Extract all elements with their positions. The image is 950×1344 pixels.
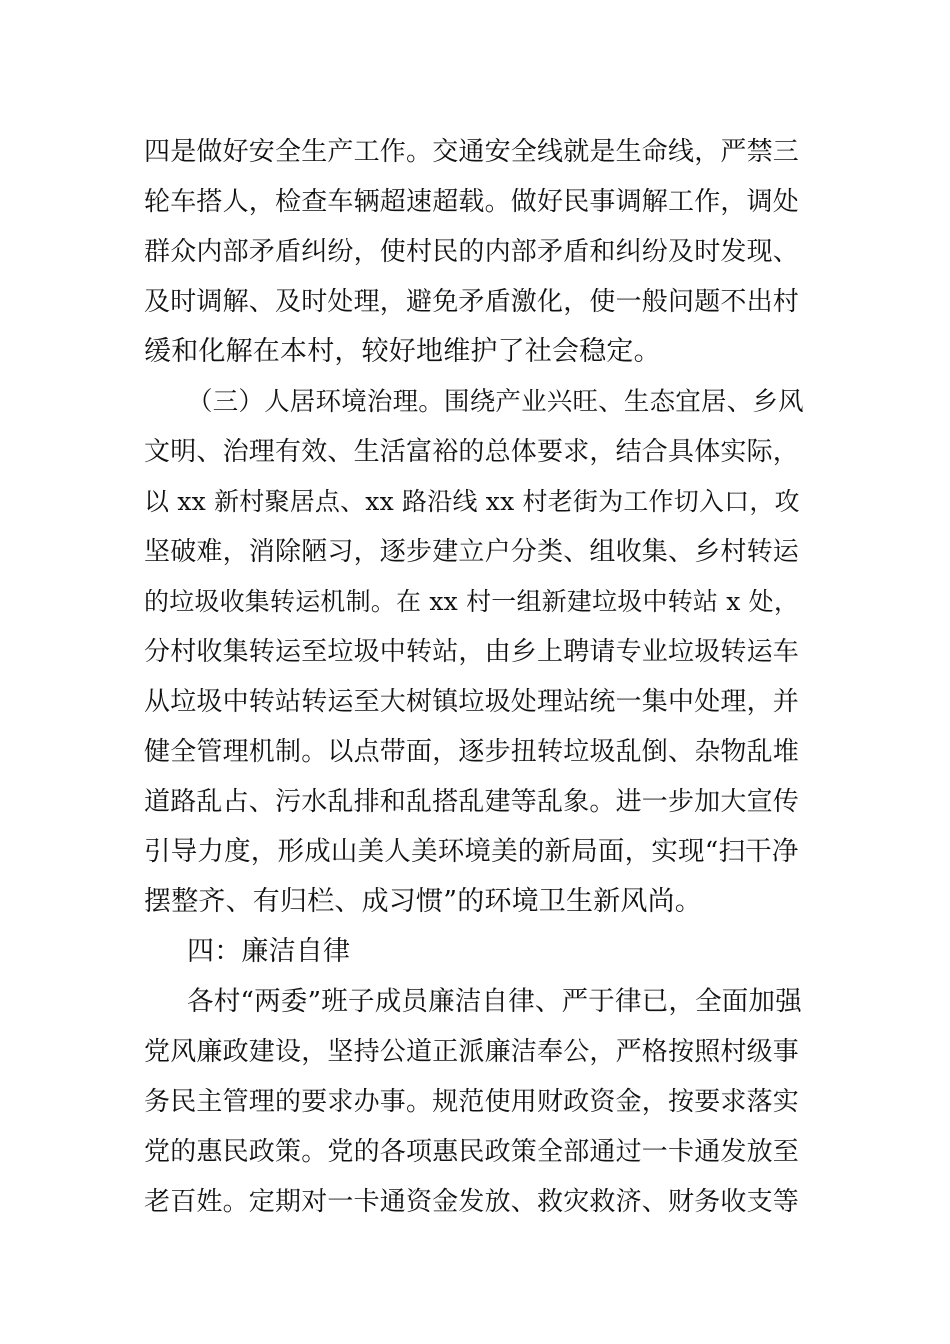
text-line: 引导力度，形成山美人美环境美的新局面，实现“扫干净: [144, 836, 799, 867]
text-line: 群众内部矛盾纠纷，使村民的内部矛盾和纠纷及时发现、: [144, 237, 800, 267]
text-line: 老百姓。定期对一卡通资金发放、救灾救济、财务收支等: [144, 1187, 800, 1217]
text-line: 轮车搭人，检查车辆超速超载。做好民事调解工作，调处: [144, 187, 800, 217]
text-line: 及时调解、及时处理，避免矛盾激化，使一般问题不出村: [144, 287, 800, 317]
text-line: 党风廉政建设，坚持公道正派廉洁奉公，严格按照村级事: [144, 1037, 800, 1067]
text-line: 缓和化解在本村，较好地维护了社会稳定。: [144, 336, 661, 367]
text-line: 文明、治理有效、生活富裕的总体要求，结合具体实际，: [144, 437, 800, 467]
text-line: 党的惠民政策。党的各项惠民政策全部通过一卡通发放至: [144, 1137, 800, 1167]
text-line: 的垃圾收集转运机制。在 xx 村一组新建垃圾中转站 x 处，: [144, 587, 800, 616]
text-line: 坚破难，消除陋习，逐步建立户分类、组收集、乡村转运: [144, 537, 800, 567]
text-line: 以 xx 新村聚居点、xx 路沿线 xx 村老街为工作切入口，攻: [144, 487, 800, 516]
text-line: 道路乱占、污水乱排和乱搭乱建等乱象。进一步加大宣传: [144, 787, 800, 817]
text-line: 分村收集转运至垃圾中转站，由乡上聘请专业垃圾转运车: [144, 637, 800, 667]
text-line: 健全管理机制。以点带面，逐步扭转垃圾乱倒、杂物乱堆: [144, 737, 800, 767]
paragraph-first-line: 各村“两委”班子成员廉洁自律、严于律已，全面加强: [187, 986, 802, 1017]
text-line: 摆整齐、有归栏、成习惯”的环境卫生新风尚。: [144, 886, 703, 917]
text-line: 务民主管理的要求办事。规范使用财政资金，按要求落实: [144, 1087, 800, 1117]
section-heading: 四：廉洁自律: [187, 936, 351, 967]
section-heading-line: （三）人居环境治理。围绕产业兴旺、生态宜居、乡风: [187, 387, 804, 417]
text-line: 四是做好安全生产工作。交通安全线就是生命线，严禁三: [144, 137, 800, 167]
text-line: 从垃圾中转站转运至大树镇垃圾处理站统一集中处理，并: [144, 687, 800, 717]
